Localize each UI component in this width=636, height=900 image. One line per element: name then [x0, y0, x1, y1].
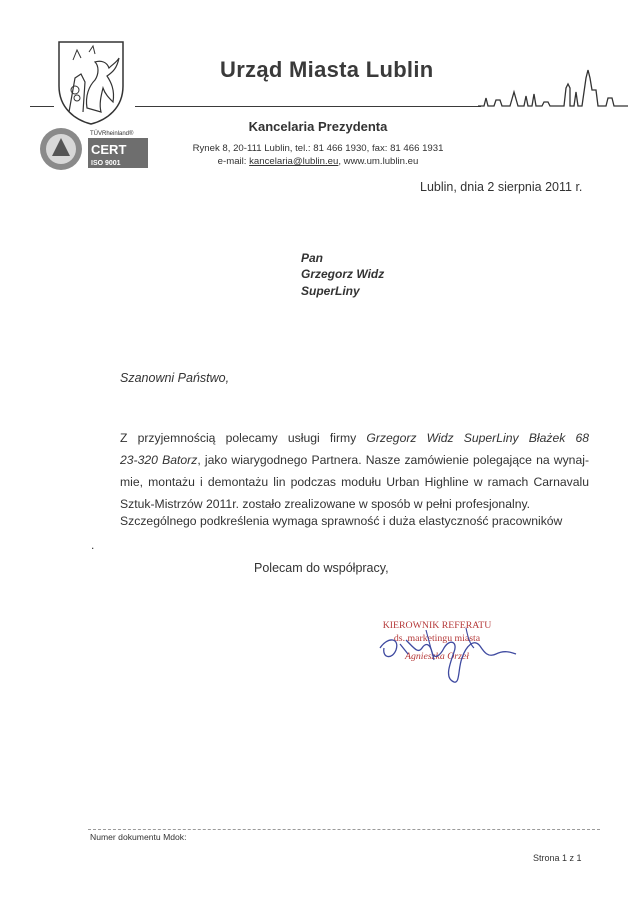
handwritten-signature [370, 618, 530, 688]
header-rule-left [30, 106, 54, 107]
email-prefix: e-mail: [217, 156, 250, 167]
stamp-name: Agnieszka Orzeł [405, 651, 469, 662]
letter-date: Lublin, dnia 2 sierpnia 2011 r. [420, 180, 583, 194]
cert-label: CERT [91, 142, 127, 157]
stamp-department: ds. marketingu miasta [393, 633, 481, 644]
stray-mark: . [91, 538, 95, 552]
salutation: Szanowni Państwo, [120, 371, 230, 385]
body-paragraph-2: Szczególnego podkreślenia wymaga sprawność i duża elastyczność pracowników [120, 514, 563, 528]
body-paragraph [120, 427, 589, 515]
city-skyline-logo [478, 62, 628, 110]
address-line: Rynek 8, 20-111 Lublin, tel.: 81 466 1930, fax: 81 466 1931 [192, 143, 444, 154]
lublin-coat-of-arms-logo [55, 38, 127, 126]
body-line-3: mie, montażu i demontażu lin podczas modułu Urban Highline w ramach Carnavalu [120, 475, 589, 489]
stamp-title: KIEROWNIK REFERATU [382, 620, 492, 631]
body-line-4: Sztuk-Mistrzów 2011r. zostało zrealizowane w sposób w pełni profesjonalny. [120, 497, 531, 511]
institution-title: Urząd Miasta Lublin [220, 57, 434, 82]
closing-line: Polecam do współpracy, [254, 561, 389, 575]
page-indicator: Strona 1 z 1 [533, 853, 582, 863]
recipient-title: Pan [301, 251, 324, 265]
body-line-2: 23-320 Batorz, jako wiarygodnego Partnera. Nasze zamówienie polegające na wynaj- [120, 453, 590, 467]
website-text: , www.um.lublin.eu [338, 156, 419, 167]
footer-divider [88, 829, 600, 830]
document-number-label: Numer dokumentu Mdok: [90, 832, 187, 842]
recipient-company: SuperLiny [301, 284, 360, 298]
body-line-1: Z przyjemnością polecamy usługi firmy Grzegorz Widz SuperLiny Błażek 68 [120, 431, 589, 445]
cert-iso: ISO 9001 [91, 160, 121, 167]
office-name: Kancelaria Prezydenta [248, 119, 388, 134]
header-rule [135, 106, 481, 107]
contact-line [0, 156, 636, 167]
recipient-name: Grzegorz Widz [301, 267, 385, 281]
email-link[interactable]: kancelaria@lublin.eu [249, 156, 339, 167]
cert-small-label: TÜVRheinland® [90, 131, 134, 137]
